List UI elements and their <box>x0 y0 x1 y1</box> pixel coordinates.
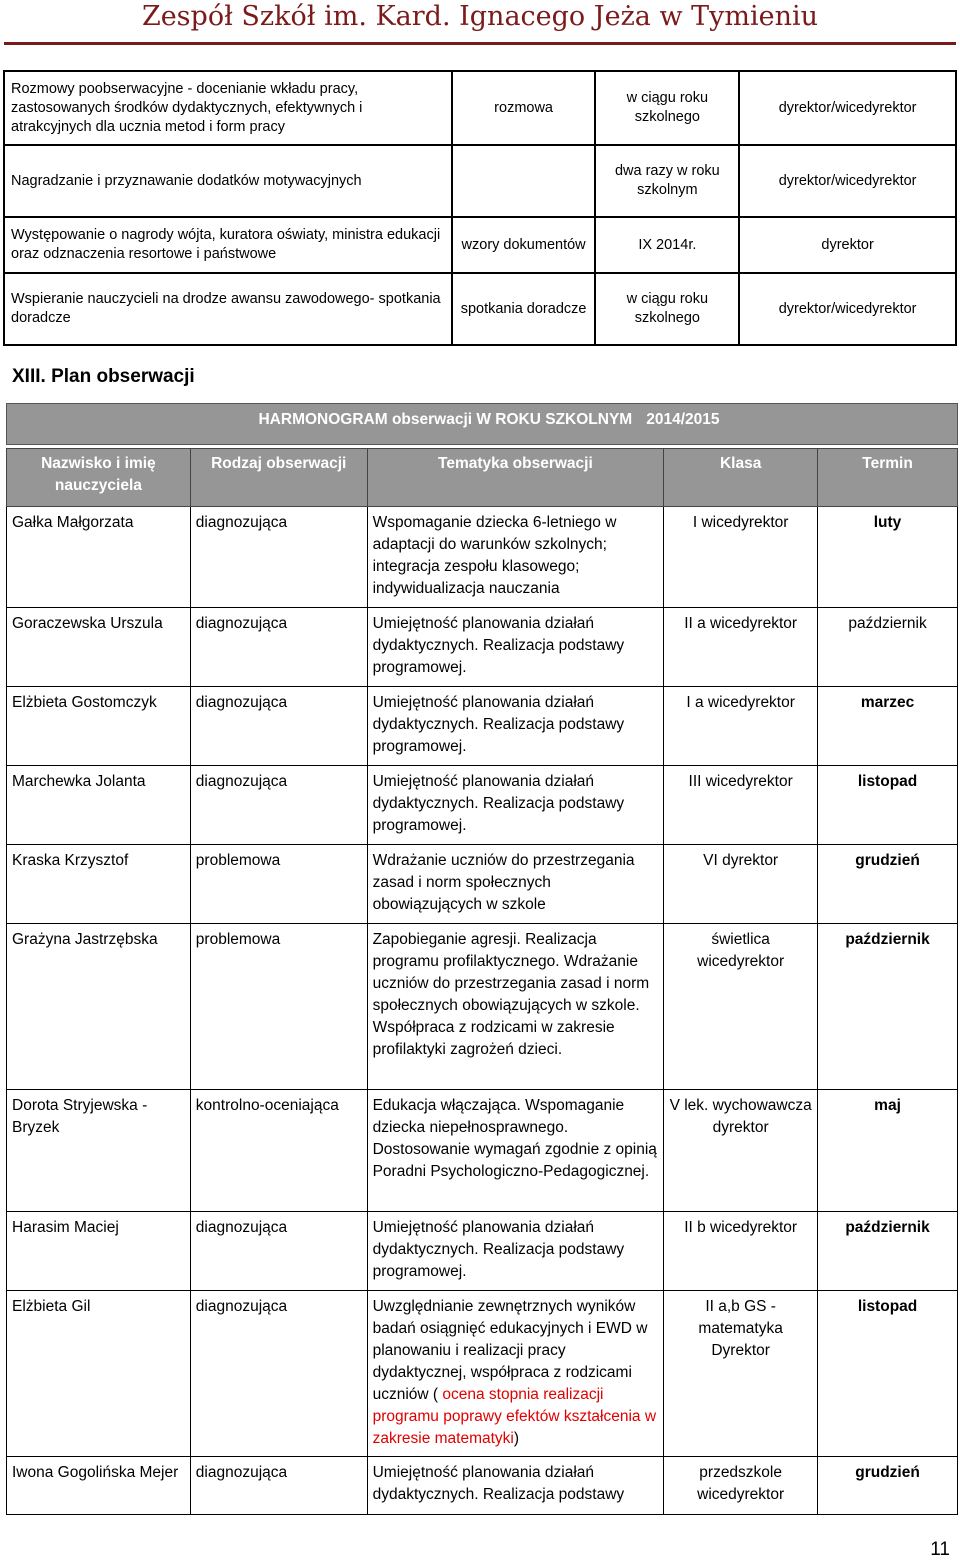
topic-cell: Zapobieganie agresji. Realizacja programu profilaktycznego. Wdrażanie uczniów do przestrzegania zasad i norm społecznych obowiązujących w szkole. Współpraca z rodzicami w zakresie profilaktyki zagrożeń dzieci. <box>367 924 664 1090</box>
table-row <box>7 507 958 608</box>
table-row <box>7 1291 958 1457</box>
teacher-cell: Goraczewska Urszula <box>7 608 191 687</box>
term-cell: grudzień <box>818 1457 958 1515</box>
topic-text-end: ) <box>513 1430 520 1447</box>
when-cell: w ciągu roku szkolnego <box>595 71 739 145</box>
form-cell: rozmowa <box>452 71 596 145</box>
task-cell: Rozmowy poobserwacyjne - docenianie wkładu pracy, zastosowanych środków dydaktycznych, efektywnych i atrakcyjnych dla ucznia metod i form pracy <box>4 71 452 145</box>
table-row <box>7 766 958 845</box>
page-header-title: Zespół Szkół im. Kard. Ignacego Jeża w Tymieniu <box>141 1 819 32</box>
who-cell: dyrektor <box>739 217 956 273</box>
teacher-cell: Marchewka Jolanta <box>7 766 191 845</box>
form-cell: wzory dokumentów <box>452 217 596 273</box>
who-cell: dyrektor/wicedyrektor <box>739 145 956 217</box>
table-row <box>4 145 956 217</box>
class-cell: V lek. wychowawcza dyrektor <box>664 1090 818 1212</box>
type-cell: problemowa <box>190 924 367 1090</box>
type-cell: kontrolno-oceniająca <box>190 1090 367 1212</box>
term-cell: listopad <box>818 766 958 845</box>
who-cell: dyrektor/wicedyrektor <box>739 273 956 345</box>
class-cell: II a,b GS - matematyka Dyrektor <box>664 1291 818 1457</box>
teacher-cell: Iwona Gogolińska Mejer <box>7 1457 191 1515</box>
table-row <box>7 845 958 924</box>
when-cell: w ciągu roku szkolnego <box>595 273 739 345</box>
topic-text: Uwzględnianie zewnętrznych wyników badań osiągnięć edukacyjnych i EWD w planowaniu i realizacji pracy dydaktycznej, współpraca z rodzicami uczniów ( <box>372 1298 648 1403</box>
tasks-table <box>3 70 957 346</box>
table-header-row <box>7 449 958 507</box>
table-row <box>7 1090 958 1212</box>
class-cell: świetlica wicedyrektor <box>664 924 818 1090</box>
type-cell: diagnozująca <box>190 1291 367 1457</box>
type-cell: diagnozująca <box>190 1457 367 1515</box>
topic-cell: Wspomaganie dziecka 6-letniego w adaptacji do warunków szkolnych; integracja zespołu klasowego; indywidualizacja nauczania <box>367 507 664 608</box>
task-cell: Występowanie o nagrody wójta, kuratora oświaty, ministra edukacji oraz odznaczenia resortowe i państwowe <box>4 217 452 273</box>
type-cell: diagnozująca <box>190 687 367 766</box>
topic-cell: Edukacja włączająca. Wspomaganie dziecka niepełnosprawnego. Dostosowanie wymagań zgodnie z opinią Poradni Psychologiczno-Pedagogicznej. <box>367 1090 664 1212</box>
term-cell: październik <box>818 924 958 1090</box>
table-row <box>7 1212 958 1291</box>
type-cell: diagnozująca <box>190 1212 367 1291</box>
task-cell: Nagradzanie i przyznawanie dodatków motywacyjnych <box>4 145 452 217</box>
table-row <box>7 608 958 687</box>
type-cell: diagnozująca <box>190 507 367 608</box>
table-row <box>7 687 958 766</box>
type-cell: diagnozująca <box>190 766 367 845</box>
table-row <box>4 71 956 145</box>
term-cell: październik <box>818 608 958 687</box>
class-cell: przedszkole wicedyrektor <box>664 1457 818 1515</box>
teacher-cell: Kraska Krzysztof <box>7 845 191 924</box>
teacher-cell: Elżbieta Gostomczyk <box>7 687 191 766</box>
term-cell: luty <box>818 507 958 608</box>
when-cell: dwa razy w roku szkolnym <box>595 145 739 217</box>
class-cell: VI dyrektor <box>664 845 818 924</box>
type-cell: diagnozująca <box>190 608 367 687</box>
term-cell: listopad <box>818 1291 958 1457</box>
harmonogram-label: HARMONOGRAM obserwacji W ROKU SZKOLNYM <box>258 411 633 428</box>
class-cell: II b wicedyrektor <box>664 1212 818 1291</box>
topic-cell: Umiejętność planowania działań dydaktycznych. Realizacja podstawy programowej. <box>367 766 664 845</box>
term-cell: październik <box>818 1212 958 1291</box>
observation-table <box>6 448 958 1515</box>
column-header-type: Rodzaj obserwacji <box>190 449 367 507</box>
topic-cell: Umiejętność planowania działań dydaktycznych. Realizacja podstawy <box>367 1457 664 1515</box>
class-cell: III wicedyrektor <box>664 766 818 845</box>
topic-cell: Wdrażanie uczniów do przestrzegania zasad i norm społecznych obowiązujących w szkole <box>367 845 664 924</box>
topic-cell: Umiejętność planowania działań dydaktycznych. Realizacja podstawy programowej. <box>367 608 664 687</box>
topic-cell: Umiejętność planowania działań dydaktycznych. Realizacja podstawy programowej. <box>367 687 664 766</box>
class-cell: II a wicedyrektor <box>664 608 818 687</box>
header-divider <box>4 42 956 45</box>
section-title: XIII. Plan obserwacji <box>12 366 195 387</box>
teacher-cell: Dorota Stryjewska - Bryzek <box>7 1090 191 1212</box>
table-row <box>4 273 956 345</box>
topic-cell: Umiejętność planowania działań dydaktycznych. Realizacja podstawy programowej. <box>367 1212 664 1291</box>
column-header-teacher: Nazwisko i imię nauczyciela <box>7 449 191 507</box>
table-row <box>7 924 958 1090</box>
topic-highlight: ocena stopnia realizacji programu poprawy efektów kształcenia w zakresie matematyki <box>372 1386 657 1447</box>
table-row <box>7 1457 958 1515</box>
table-row <box>4 217 956 273</box>
class-cell: I a wicedyrektor <box>664 687 818 766</box>
page-number: 11 <box>930 1539 950 1560</box>
type-cell: problemowa <box>190 845 367 924</box>
term-cell: maj <box>818 1090 958 1212</box>
topic-cell <box>367 1291 664 1457</box>
teacher-cell: Grażyna Jastrzębska <box>7 924 191 1090</box>
who-cell: dyrektor/wicedyrektor <box>739 71 956 145</box>
column-header-class: Klasa <box>664 449 818 507</box>
column-header-topic: Tematyka obserwacji <box>367 449 664 507</box>
teacher-cell: Elżbieta Gil <box>7 1291 191 1457</box>
harmonogram-banner <box>6 403 958 445</box>
teacher-cell: Harasim Maciej <box>7 1212 191 1291</box>
class-cell: I wicedyrektor <box>664 507 818 608</box>
task-cell: Wspieranie nauczycieli na drodze awansu zawodowego- spotkania doradcze <box>4 273 452 345</box>
harmonogram-year: 2014/2015 <box>646 411 720 428</box>
form-cell <box>452 145 596 217</box>
when-cell: IX 2014r. <box>595 217 739 273</box>
term-cell: grudzień <box>818 845 958 924</box>
term-cell: marzec <box>818 687 958 766</box>
column-header-term: Termin <box>818 449 958 507</box>
form-cell: spotkania doradcze <box>452 273 596 345</box>
teacher-cell: Gałka Małgorzata <box>7 507 191 608</box>
